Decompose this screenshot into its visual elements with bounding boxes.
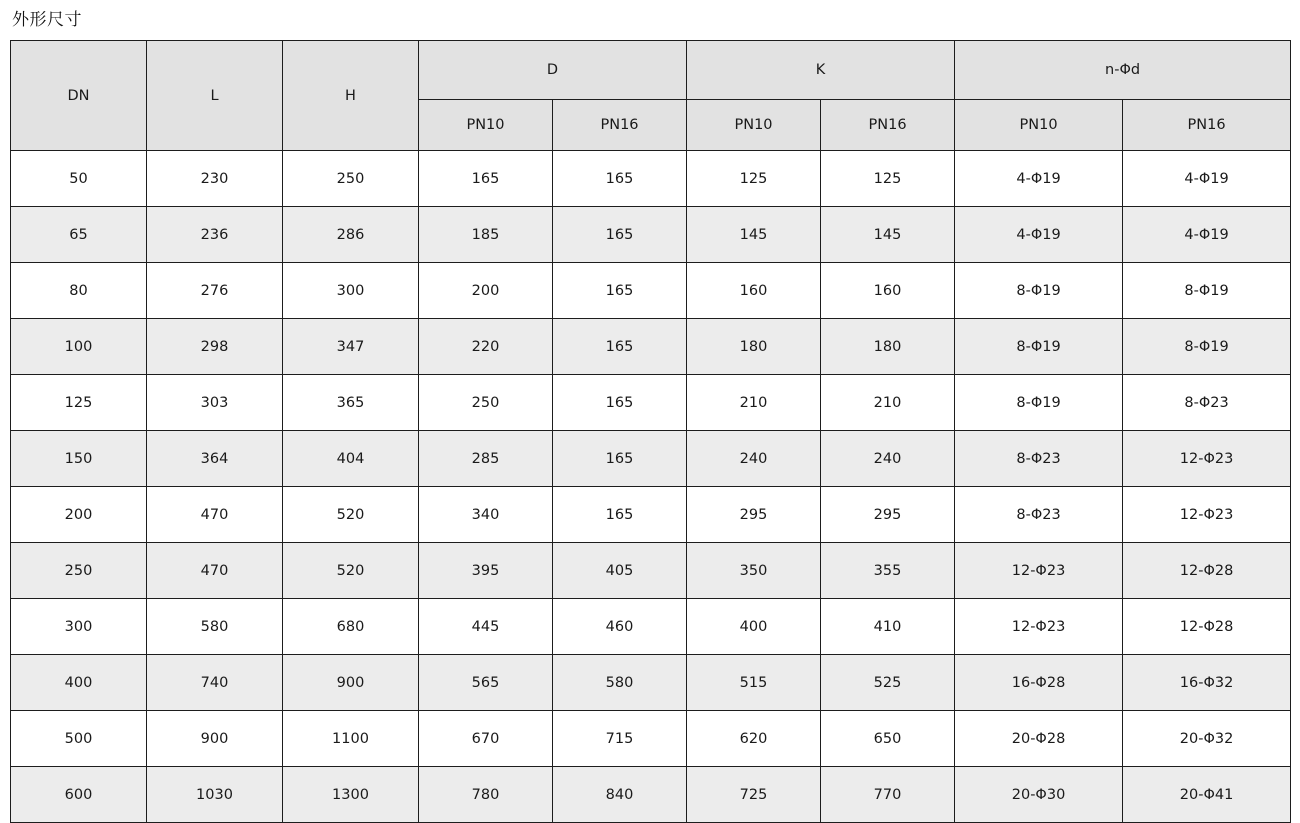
table-cell: 165 [553, 487, 687, 543]
table-cell: 4-Φ19 [1123, 207, 1291, 263]
header-k: K [687, 41, 955, 100]
table-cell: 340 [419, 487, 553, 543]
table-cell: 50 [11, 151, 147, 207]
table-cell: 8-Φ19 [955, 319, 1123, 375]
table-cell: 210 [687, 375, 821, 431]
header-nphid: n-Φd [955, 41, 1291, 100]
table-row [11, 375, 1291, 431]
dimensions-table [10, 40, 1291, 823]
table-cell: 740 [147, 655, 283, 711]
table-cell: 650 [821, 711, 955, 767]
header-nphid-pn10: PN10 [955, 100, 1123, 151]
table-cell: 8-Φ23 [955, 487, 1123, 543]
header-k-pn10: PN10 [687, 100, 821, 151]
table-cell: 160 [687, 263, 821, 319]
table-cell: 20-Φ41 [1123, 767, 1291, 823]
table-cell: 4-Φ19 [955, 207, 1123, 263]
table-cell: 12-Φ23 [955, 543, 1123, 599]
header-k-pn16: PN16 [821, 100, 955, 151]
table-row [11, 543, 1291, 599]
table-cell: 150 [11, 431, 147, 487]
table-cell: 12-Φ28 [1123, 599, 1291, 655]
table-cell: 20-Φ30 [955, 767, 1123, 823]
table-cell: 8-Φ19 [955, 263, 1123, 319]
table-row [11, 599, 1291, 655]
header-l: L [147, 41, 283, 151]
table-cell: 300 [283, 263, 419, 319]
page-title: 外形尺寸 [12, 10, 82, 30]
table-cell: 145 [687, 207, 821, 263]
table-cell: 100 [11, 319, 147, 375]
table-cell: 580 [553, 655, 687, 711]
table-cell: 295 [821, 487, 955, 543]
table-cell: 840 [553, 767, 687, 823]
table-cell: 405 [553, 543, 687, 599]
table-cell: 365 [283, 375, 419, 431]
table-cell: 12-Φ23 [1123, 487, 1291, 543]
header-d-pn10: PN10 [419, 100, 553, 151]
table-cell: 470 [147, 543, 283, 599]
table-cell: 12-Φ28 [1123, 543, 1291, 599]
table-row [11, 655, 1291, 711]
table-row [11, 767, 1291, 823]
table-cell: 165 [553, 151, 687, 207]
table-cell: 65 [11, 207, 147, 263]
table-cell: 1300 [283, 767, 419, 823]
table-cell: 20-Φ32 [1123, 711, 1291, 767]
table-row [11, 319, 1291, 375]
table-cell: 210 [821, 375, 955, 431]
table-cell: 620 [687, 711, 821, 767]
table-row [11, 487, 1291, 543]
table-cell: 404 [283, 431, 419, 487]
table-cell: 600 [11, 767, 147, 823]
table-row [11, 151, 1291, 207]
table-cell: 165 [419, 151, 553, 207]
table-cell: 295 [687, 487, 821, 543]
table-cell: 445 [419, 599, 553, 655]
table-cell: 250 [283, 151, 419, 207]
header-nphid-pn16: PN16 [1123, 100, 1291, 151]
table-cell: 725 [687, 767, 821, 823]
table-cell: 125 [687, 151, 821, 207]
table-cell: 16-Φ32 [1123, 655, 1291, 711]
table-cell: 520 [283, 543, 419, 599]
table-cell: 900 [283, 655, 419, 711]
table-cell: 900 [147, 711, 283, 767]
table-cell: 180 [687, 319, 821, 375]
table-cell: 236 [147, 207, 283, 263]
table-cell: 670 [419, 711, 553, 767]
table-cell: 230 [147, 151, 283, 207]
table-cell: 515 [687, 655, 821, 711]
table-cell: 220 [419, 319, 553, 375]
table-cell: 395 [419, 543, 553, 599]
table-cell: 285 [419, 431, 553, 487]
table-row [11, 431, 1291, 487]
table-cell: 8-Φ19 [1123, 263, 1291, 319]
table-cell: 8-Φ23 [1123, 375, 1291, 431]
table-cell: 400 [11, 655, 147, 711]
table-cell: 580 [147, 599, 283, 655]
table-cell: 125 [11, 375, 147, 431]
table-cell: 250 [419, 375, 553, 431]
table-cell: 680 [283, 599, 419, 655]
table-cell: 1030 [147, 767, 283, 823]
table-cell: 200 [419, 263, 553, 319]
table-cell: 364 [147, 431, 283, 487]
table-cell: 80 [11, 263, 147, 319]
table-cell: 350 [687, 543, 821, 599]
table-row [11, 711, 1291, 767]
table-cell: 4-Φ19 [1123, 151, 1291, 207]
table-cell: 12-Φ23 [1123, 431, 1291, 487]
table-cell: 165 [553, 375, 687, 431]
header-h: H [283, 41, 419, 151]
table-cell: 125 [821, 151, 955, 207]
table-cell: 500 [11, 711, 147, 767]
table-cell: 298 [147, 319, 283, 375]
table-cell: 520 [283, 487, 419, 543]
table-header [11, 41, 1291, 151]
table-cell: 160 [821, 263, 955, 319]
table-cell: 20-Φ28 [955, 711, 1123, 767]
table-cell: 200 [11, 487, 147, 543]
table-body [11, 151, 1291, 823]
table-cell: 8-Φ19 [955, 375, 1123, 431]
table-cell: 525 [821, 655, 955, 711]
table-cell: 250 [11, 543, 147, 599]
table-cell: 715 [553, 711, 687, 767]
table-cell: 410 [821, 599, 955, 655]
table-cell: 400 [687, 599, 821, 655]
header-d: D [419, 41, 687, 100]
table-row [11, 207, 1291, 263]
table-cell: 300 [11, 599, 147, 655]
table-cell: 1100 [283, 711, 419, 767]
table-cell: 276 [147, 263, 283, 319]
table-cell: 16-Φ28 [955, 655, 1123, 711]
table-cell: 165 [553, 319, 687, 375]
table-cell: 165 [553, 207, 687, 263]
header-d-pn16: PN16 [553, 100, 687, 151]
table-cell: 770 [821, 767, 955, 823]
table-header-row-groups [11, 41, 1291, 100]
table-cell: 180 [821, 319, 955, 375]
table-cell: 145 [821, 207, 955, 263]
table-cell: 8-Φ19 [1123, 319, 1291, 375]
table-cell: 240 [821, 431, 955, 487]
table-row [11, 263, 1291, 319]
table-cell: 4-Φ19 [955, 151, 1123, 207]
table-cell: 240 [687, 431, 821, 487]
table-cell: 185 [419, 207, 553, 263]
table-cell: 355 [821, 543, 955, 599]
table-cell: 286 [283, 207, 419, 263]
table-cell: 8-Φ23 [955, 431, 1123, 487]
table-cell: 12-Φ23 [955, 599, 1123, 655]
header-dn: DN [11, 41, 147, 151]
table-cell: 460 [553, 599, 687, 655]
table-cell: 165 [553, 431, 687, 487]
table-cell: 303 [147, 375, 283, 431]
table-cell: 165 [553, 263, 687, 319]
table-cell: 347 [283, 319, 419, 375]
table-cell: 565 [419, 655, 553, 711]
table-cell: 470 [147, 487, 283, 543]
table-cell: 780 [419, 767, 553, 823]
